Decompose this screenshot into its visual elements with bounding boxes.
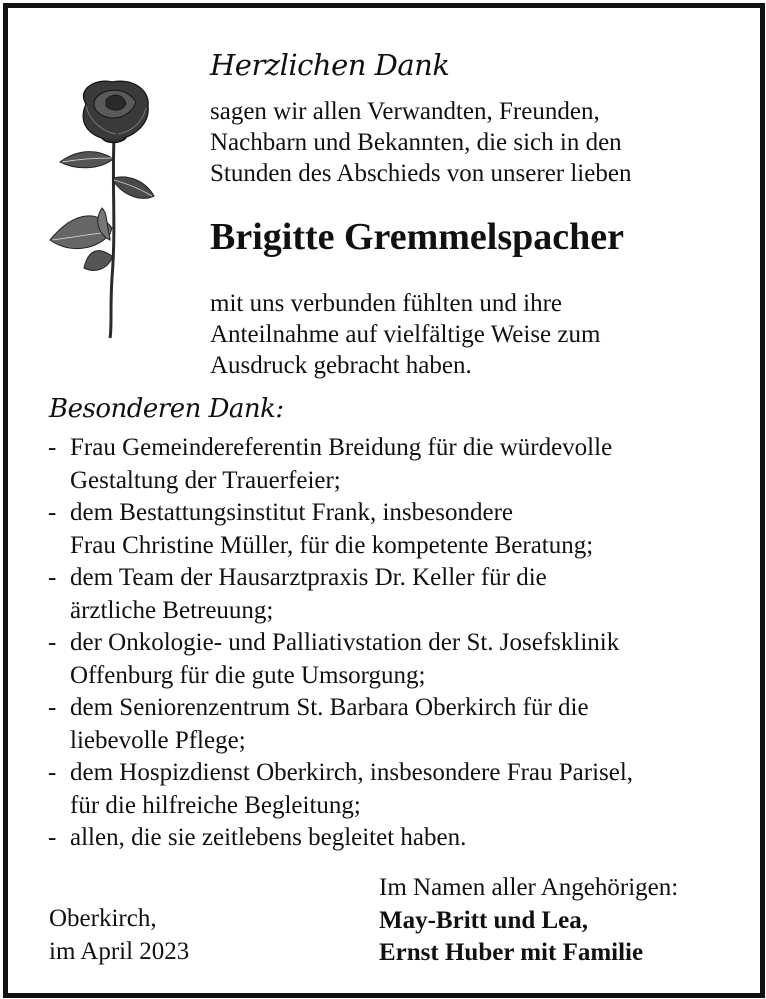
deceased-name: Brigitte Gremmelspacher: [210, 216, 624, 258]
thanks-list: [48, 432, 633, 855]
list-dash: -: [48, 824, 57, 851]
place: Oberkirch,: [49, 905, 157, 932]
thanks-item: [48, 562, 633, 627]
thanks-line: für die hilfreiche Begleitung;: [70, 791, 361, 819]
heading: Herzlichen Dank: [210, 48, 450, 82]
thanks-line: Frau Gemeindereferentin Breidung für die würdevolle: [70, 434, 613, 461]
outro-line: Ausdruck gebracht haben.: [210, 352, 472, 379]
list-dash: -: [48, 564, 57, 591]
list-dash: -: [48, 694, 57, 721]
intro-text: [210, 96, 631, 189]
thanks-item: [48, 757, 633, 822]
thanks-line: dem Hospizdienst Oberkirch, insbesondere Frau Parisel,: [70, 759, 634, 786]
outro-line: Anteilnahme auf vielfältige Weise zum: [210, 321, 601, 348]
thanks-item: [48, 692, 633, 757]
thanks-item: [48, 497, 633, 562]
list-dash: -: [48, 499, 57, 526]
thanks-line: ärztliche Betreuung;: [70, 596, 274, 624]
signer: May-Britt und Lea,: [379, 906, 589, 934]
rose-icon: [46, 78, 172, 340]
thanks-item: [48, 627, 633, 692]
place-and-date: [49, 903, 189, 968]
closing-signature: [379, 872, 678, 970]
intro-line: sagen wir allen Verwandten, Freunden,: [210, 98, 600, 125]
thanks-line: Offenburg für die gute Umsorgung;: [70, 661, 426, 689]
thanks-line: dem Seniorenzentrum St. Barbara Oberkirch für die: [70, 694, 589, 721]
thanks-item: [48, 822, 633, 855]
obituary-notice: [3, 3, 765, 998]
intro-line: Stunden des Abschieds von unserer lieben: [210, 160, 632, 187]
thanks-line: dem Bestattungsinstitut Frank, insbesondere: [70, 499, 514, 526]
special-thanks-heading: Besonderen Dank:: [49, 394, 284, 424]
outro-line: mit uns verbunden fühlten und ihre: [210, 290, 563, 317]
thanks-line: der Onkologie- und Palliativstation der St. Josefsklinik: [70, 629, 620, 656]
closing-intro: Im Namen aller Angehörigen:: [379, 874, 679, 901]
list-dash: -: [48, 434, 57, 461]
thanks-line: allen, die sie zeitlebens begleitet haben.: [70, 824, 467, 851]
thanks-line: Frau Christine Müller, für die kompetente Beratung;: [70, 531, 594, 559]
list-dash: -: [48, 759, 57, 786]
intro-line: Nachbarn und Bekannten, die sich in den: [210, 129, 622, 156]
thanks-item: [48, 432, 633, 497]
thanks-line: liebevolle Pflege;: [70, 726, 246, 754]
thanks-line: dem Team der Hausarztpraxis Dr. Keller für die: [70, 564, 547, 591]
list-dash: -: [48, 629, 57, 656]
outro-text: [210, 288, 600, 381]
thanks-line: Gestaltung der Trauerfeier;: [70, 466, 341, 494]
date: im April 2023: [49, 937, 190, 965]
signer: Ernst Huber mit Familie: [379, 939, 644, 966]
